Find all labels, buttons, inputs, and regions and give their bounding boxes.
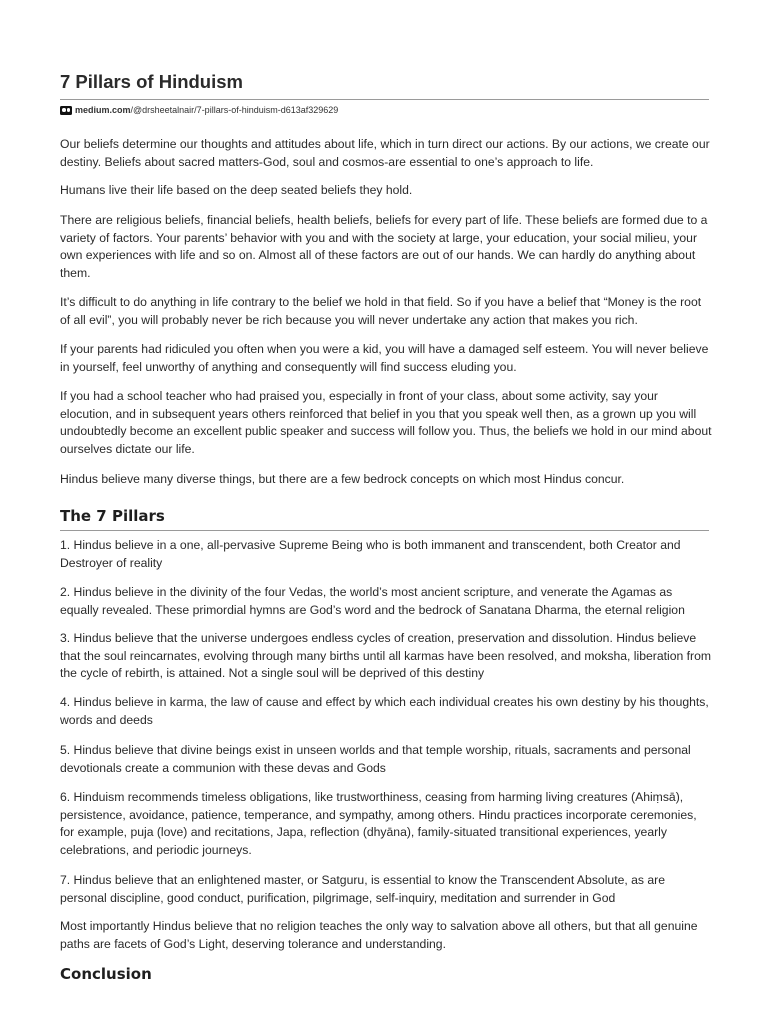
source-link[interactable]	[60, 105, 338, 115]
pillar-item: 3. Hindus believe that the universe undergoes endless cycles of creation, preservation and dissolution. Hindus believe that the soul reincarnates, evolving through many births until all karmas have been resolved, and moksha, liberation from the cycle of rebirth, is attained. Not a single soul will be deprived of this destiny	[60, 631, 712, 681]
intro-paragraph: There are religious beliefs, financial beliefs, health beliefs, beliefs for every part of life. These beliefs are formed due to a variety of factors. Your parents’ behavior with you and with the society at large, your education, your social milieu, your own experiences with life and so on. Almost all of these factors are out of our hands. We can hardly do anything about them.	[60, 213, 708, 281]
section-divider	[60, 530, 709, 531]
source-domain: medium.com	[75, 105, 131, 115]
intro-paragraph: Hindus believe many diverse things, but there are a few bedrock concepts on which most Hindus concur.	[60, 472, 625, 486]
intro-paragraph: If your parents had ridiculed you often when you were a kid, you will have a damaged self esteem. You will never believe in yourself, feel unworthy of anything and consequently will find success eluding you.	[60, 342, 709, 374]
intro-paragraph: If you had a school teacher who had praised you, especially in front of your class, about some activity, say your elocution, and in subsequent years others reinforced that belief in you that you speak well then, as a grown up you will undoubtedly become an excellent public speaker and success will follow you. Thus, the beliefs we hold in our mind about ourselves dictate our life.	[60, 389, 712, 457]
intro-paragraph: Our beliefs determine our thoughts and attitudes about life, which in turn direct our actions. By our actions, we create our destiny. Beliefs about sacred matters-God, soul and cosmos-are essential to one’s approach to life.	[60, 137, 710, 169]
article-title: 7 Pillars of Hinduism	[60, 71, 243, 92]
pillar-item: 5. Hindus believe that divine beings exist in unseen worlds and that temple worship, rituals, sacraments and personal devotionals create a communion with these devas and Gods	[60, 743, 691, 775]
cutoff-heading-text: Conclusion	[60, 965, 152, 983]
title-divider	[60, 99, 709, 100]
closing-paragraph: Most importantly Hindus believe that no religion teaches the only way to salvation above all others, but that all genuine paths are facets of God’s Light, deserving tolerance and understanding.	[60, 919, 698, 951]
pillar-item: 4. Hindus believe in karma, the law of cause and effect by which each individual creates his own destiny by his thoughts, words and deeds	[60, 695, 709, 727]
pillar-item: 2. Hindus believe in the divinity of the four Vedas, the world’s most ancient scripture, and venerate the Agamas as equally revealed. These primordial hymns are God’s word and the bedrock of Sanatana Dharma, the eternal religion	[60, 585, 685, 617]
source-path: /@drsheetalnair/7-pillars-of-hinduism-d613af329629	[130, 105, 339, 115]
pillar-item: 1. Hindus believe in a one, all-pervasive Supreme Being who is both immanent and transcendent, both Creator and Destroyer of reality	[60, 538, 681, 570]
cutoff-section-heading	[60, 960, 200, 983]
intro-paragraph: Humans live their life based on the deep seated beliefs they hold.	[60, 183, 413, 197]
medium-logo-icon	[60, 106, 72, 115]
pillar-item: 6. Hinduism recommends timeless obligations, like trustworthiness, ceasing from harming living creatures (Ahiṃsā), persistence, avoidance, patience, temperance, and sympathy, among others. Hindu practices incorporate ceremonies, for example, puja (love) and recitations, Japa, reflection (dhyāna), family-situated transitional experiences, yearly celebrations, and periodic journeys.	[60, 790, 697, 858]
section-heading: The 7 Pillars	[60, 507, 165, 525]
pillar-item: 7. Hindus believe that an enlightened master, or Satguru, is essential to know the Transcendent Absolute, as are personal discipline, good conduct, purification, pilgrimage, self-inquiry, meditation and surrender in God	[60, 873, 666, 905]
intro-paragraph: It’s difficult to do anything in life contrary to the belief we hold in that field. So if you have a belief that “Money is the root of all evil”, you will probably never be rich because you will never undertake any action that makes you rich.	[60, 295, 702, 327]
